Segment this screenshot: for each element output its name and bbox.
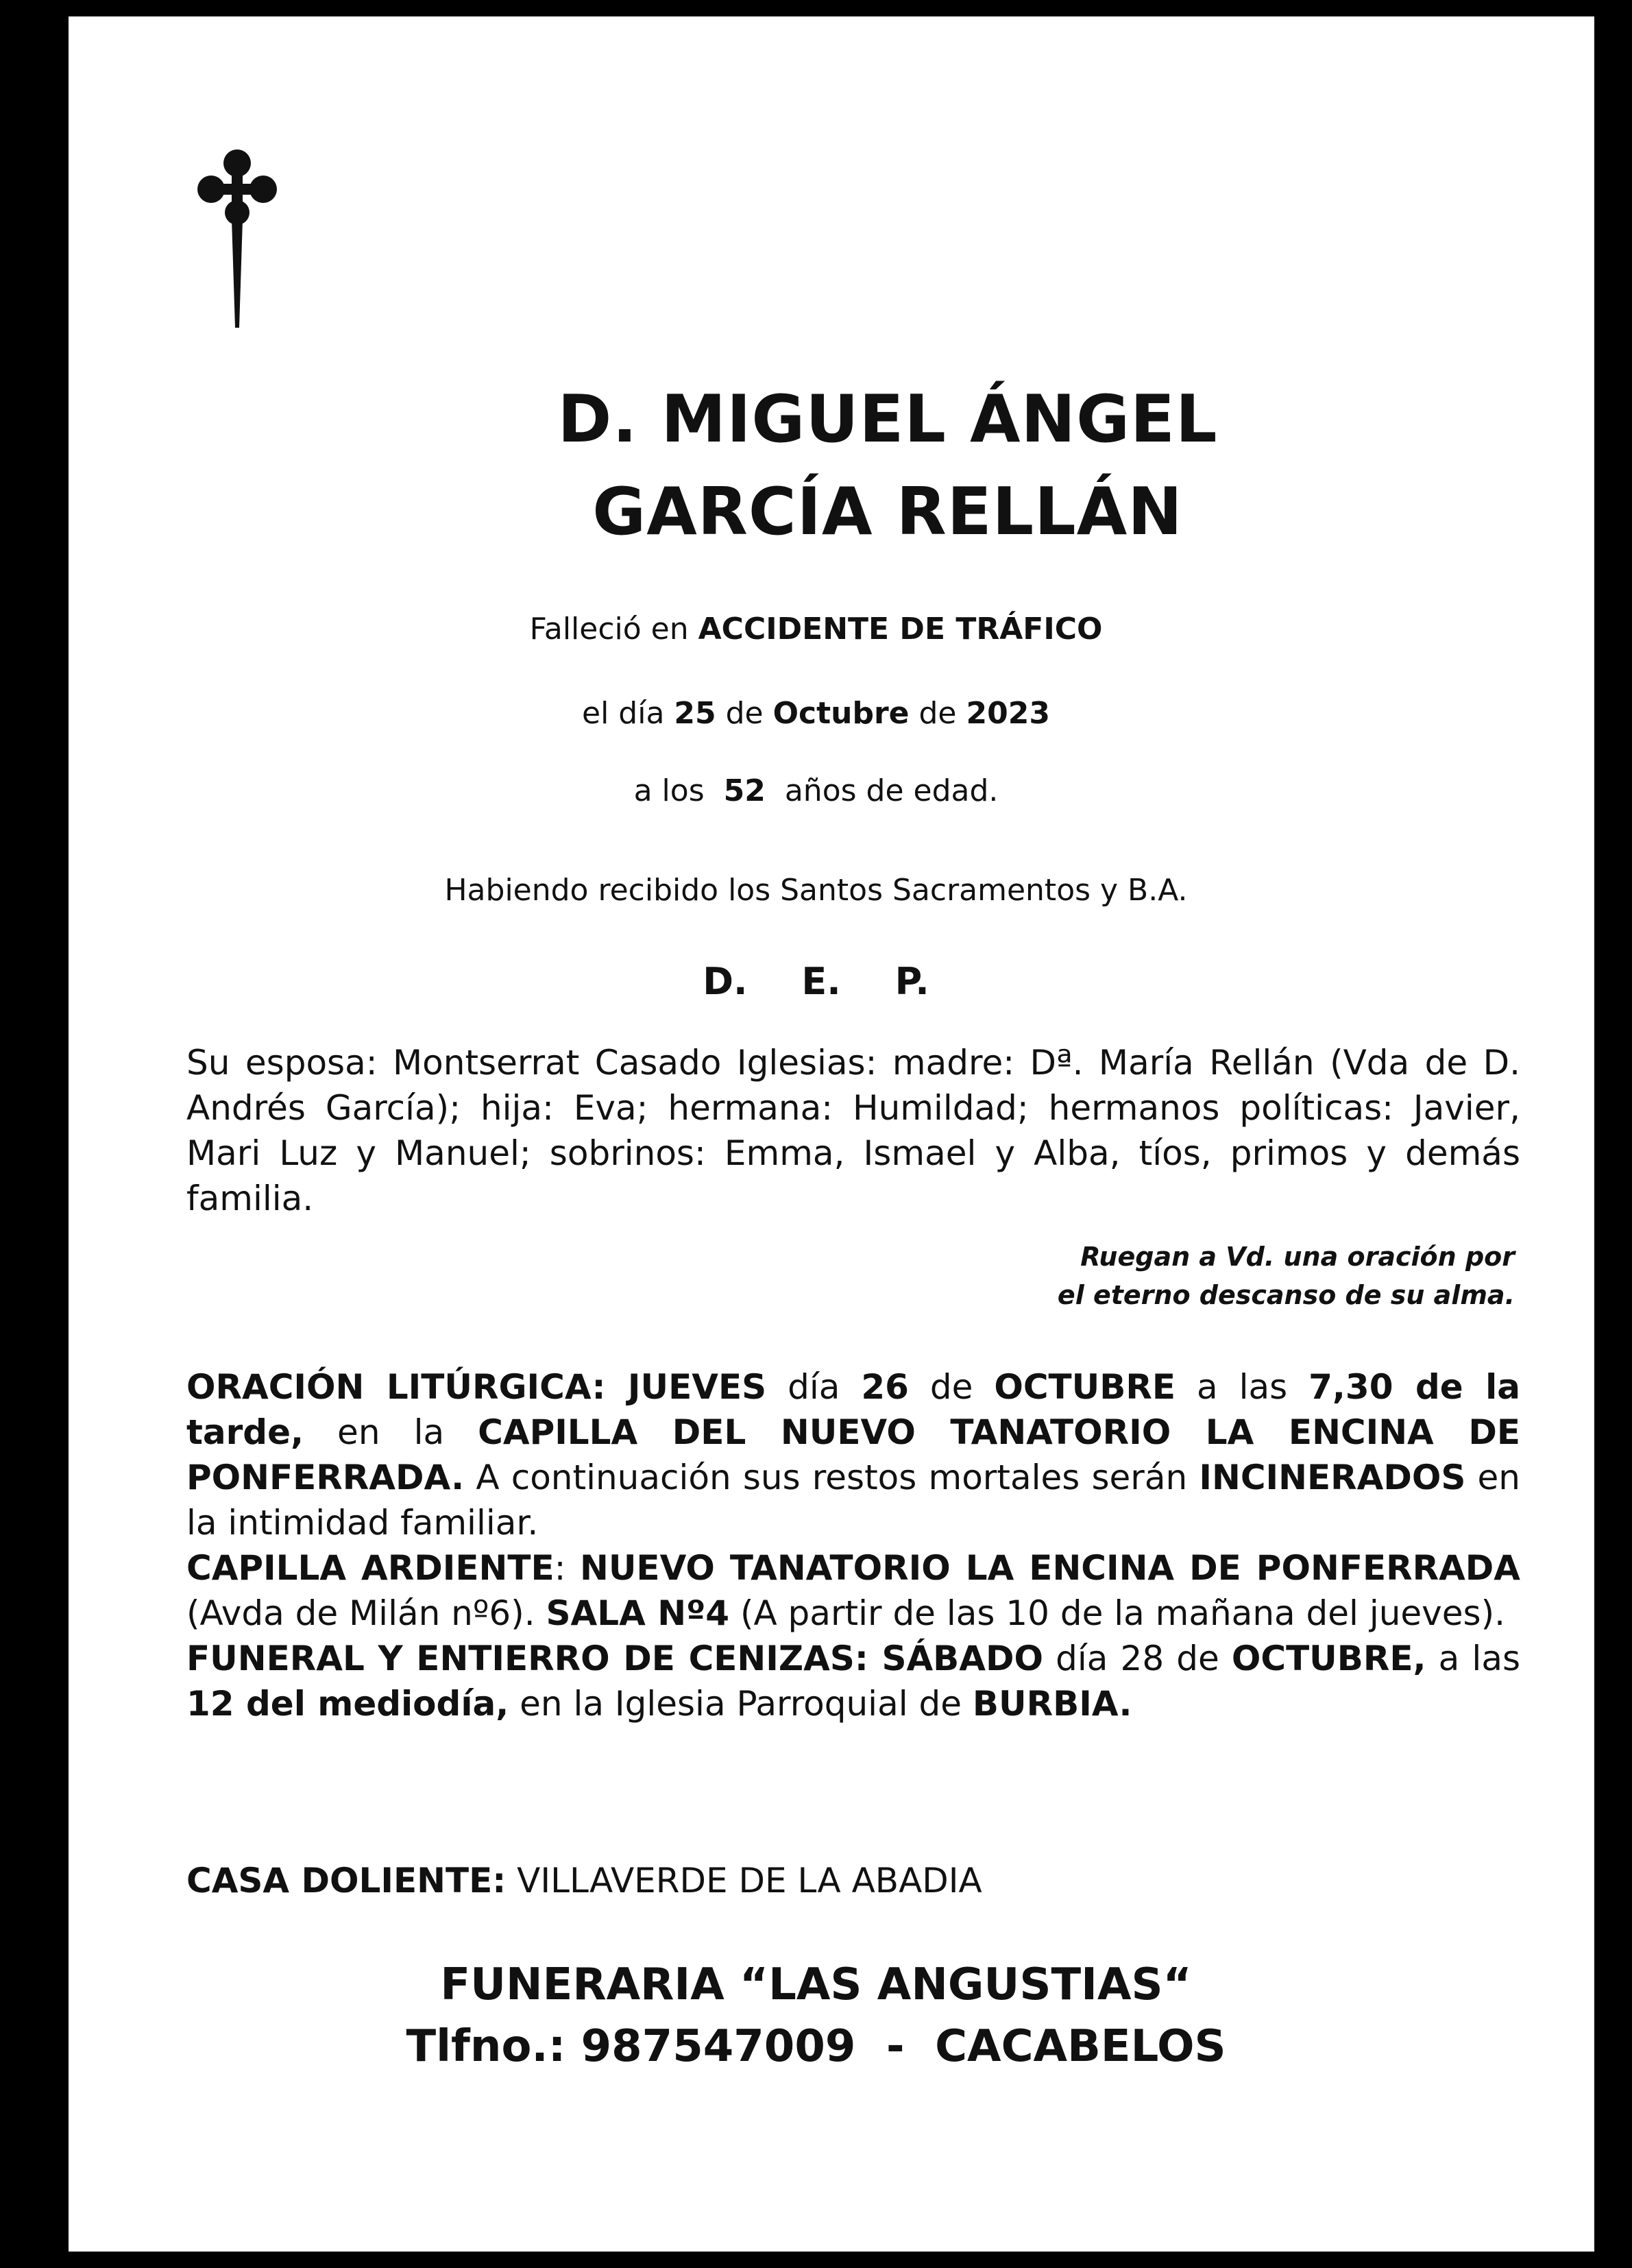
service-details [186,1364,1520,1726]
deceased-name-line2: GARCÍA RELLÁN [592,474,1183,550]
funeraria-phone: Tlfno.: 987547009 - CACABELOS [406,2021,1226,2072]
text: A continuación sus restos mortales serán [464,1458,1199,1497]
deceased-name [206,374,1570,559]
text: (A partir de las 10 de la mañana del jueves). [729,1593,1505,1633]
prayer-line2: el eterno descanso de su alma. [1057,1280,1515,1310]
death-date-line [0,696,1632,731]
casa-doliente [186,1858,1520,1903]
death-cause: ACCIDENTE DE TRÁFICO [698,612,1103,647]
date-de1: de [716,696,773,731]
oracion-label: ORACIÓN LITÚRGICA: JUEVES [186,1367,767,1407]
capilla-label: CAPILLA ARDIENTE [186,1548,555,1588]
funeral-paragraph [186,1636,1520,1726]
funeral-label: FUNERAL Y ENTIERRO DE CENIZAS: SÁBADO [186,1639,1043,1678]
funeral-month: OCTUBRE, [1231,1639,1426,1678]
death-prefix: Falleció en [529,612,698,647]
text: a las [1426,1639,1521,1678]
oracion-day: 26 [861,1367,909,1407]
capilla-room: SALA Nº4 [546,1593,730,1633]
age-value: 52 [723,773,766,808]
text: a las [1176,1367,1309,1407]
prayer-request [891,1238,1515,1314]
funeraria-block [0,1954,1632,2077]
casa-value: VILLAVERDE DE LA ABADIA [506,1861,982,1901]
funeral-time: 12 del mediodía, [186,1684,509,1724]
dep-heading: D. E. P. [703,960,929,1003]
text: en la Iglesia Parroquial de [509,1684,973,1724]
funeral-place: BURBIA. [972,1684,1132,1724]
text: (Avda de Milán nº6). [186,1593,546,1633]
family-paragraph: Su esposa: Montserrat Casado Iglesias: madre: Dª. María Rellán (Vda de D. Andrés García); hija: Eva; hermana: Humildad; hermanos políticas: Javier, Mari Luz y Manuel; sobrinos: Emma, Ismael y Alba, tíos, primos y demás familia. [186,1043,1520,1218]
prayer-line1: Ruegan a Vd. una oración por [1080,1242,1515,1272]
oracion-month: OCTUBRE [994,1367,1176,1407]
capilla-paragraph [186,1545,1520,1636]
casa-label: CASA DOLIENTE: [186,1861,507,1901]
text: en la [304,1412,478,1452]
date-de2: de [909,696,966,731]
date-prefix: el día [582,696,674,731]
cross-icon [194,144,280,329]
text: : [554,1548,580,1588]
text: en la intimidad familiar. [186,1458,1520,1543]
sacraments-line: Habiendo recibido los Santos Sacramentos y B.A. [444,873,1188,908]
capilla-place: NUEVO TANATORIO LA ENCINA DE PONFERRADA [579,1548,1520,1588]
text: día 28 de [1043,1639,1232,1678]
oracion-time: 7,30 de la tarde, [186,1367,1521,1452]
text: de [908,1367,995,1407]
deceased-name-line1: D. MIGUEL ÁNGEL [557,382,1218,457]
age-prefix: a los [633,773,714,808]
age-line [0,773,1632,808]
oracion-action: INCINERADOS [1199,1458,1466,1497]
death-month: Octubre [772,696,910,731]
text: día [766,1367,862,1407]
death-day: 25 [674,696,716,731]
death-cause-line [0,612,1632,647]
oracion-paragraph [186,1364,1520,1545]
oracion-place: CAPILLA DEL NUEVO TANATORIO LA ENCINA DE PONFERRADA. [186,1412,1520,1497]
age-suffix: años de edad. [775,773,999,808]
death-year: 2023 [966,696,1050,731]
funeraria-name: FUNERARIA “LAS ANGUSTIAS“ [440,1959,1192,2010]
